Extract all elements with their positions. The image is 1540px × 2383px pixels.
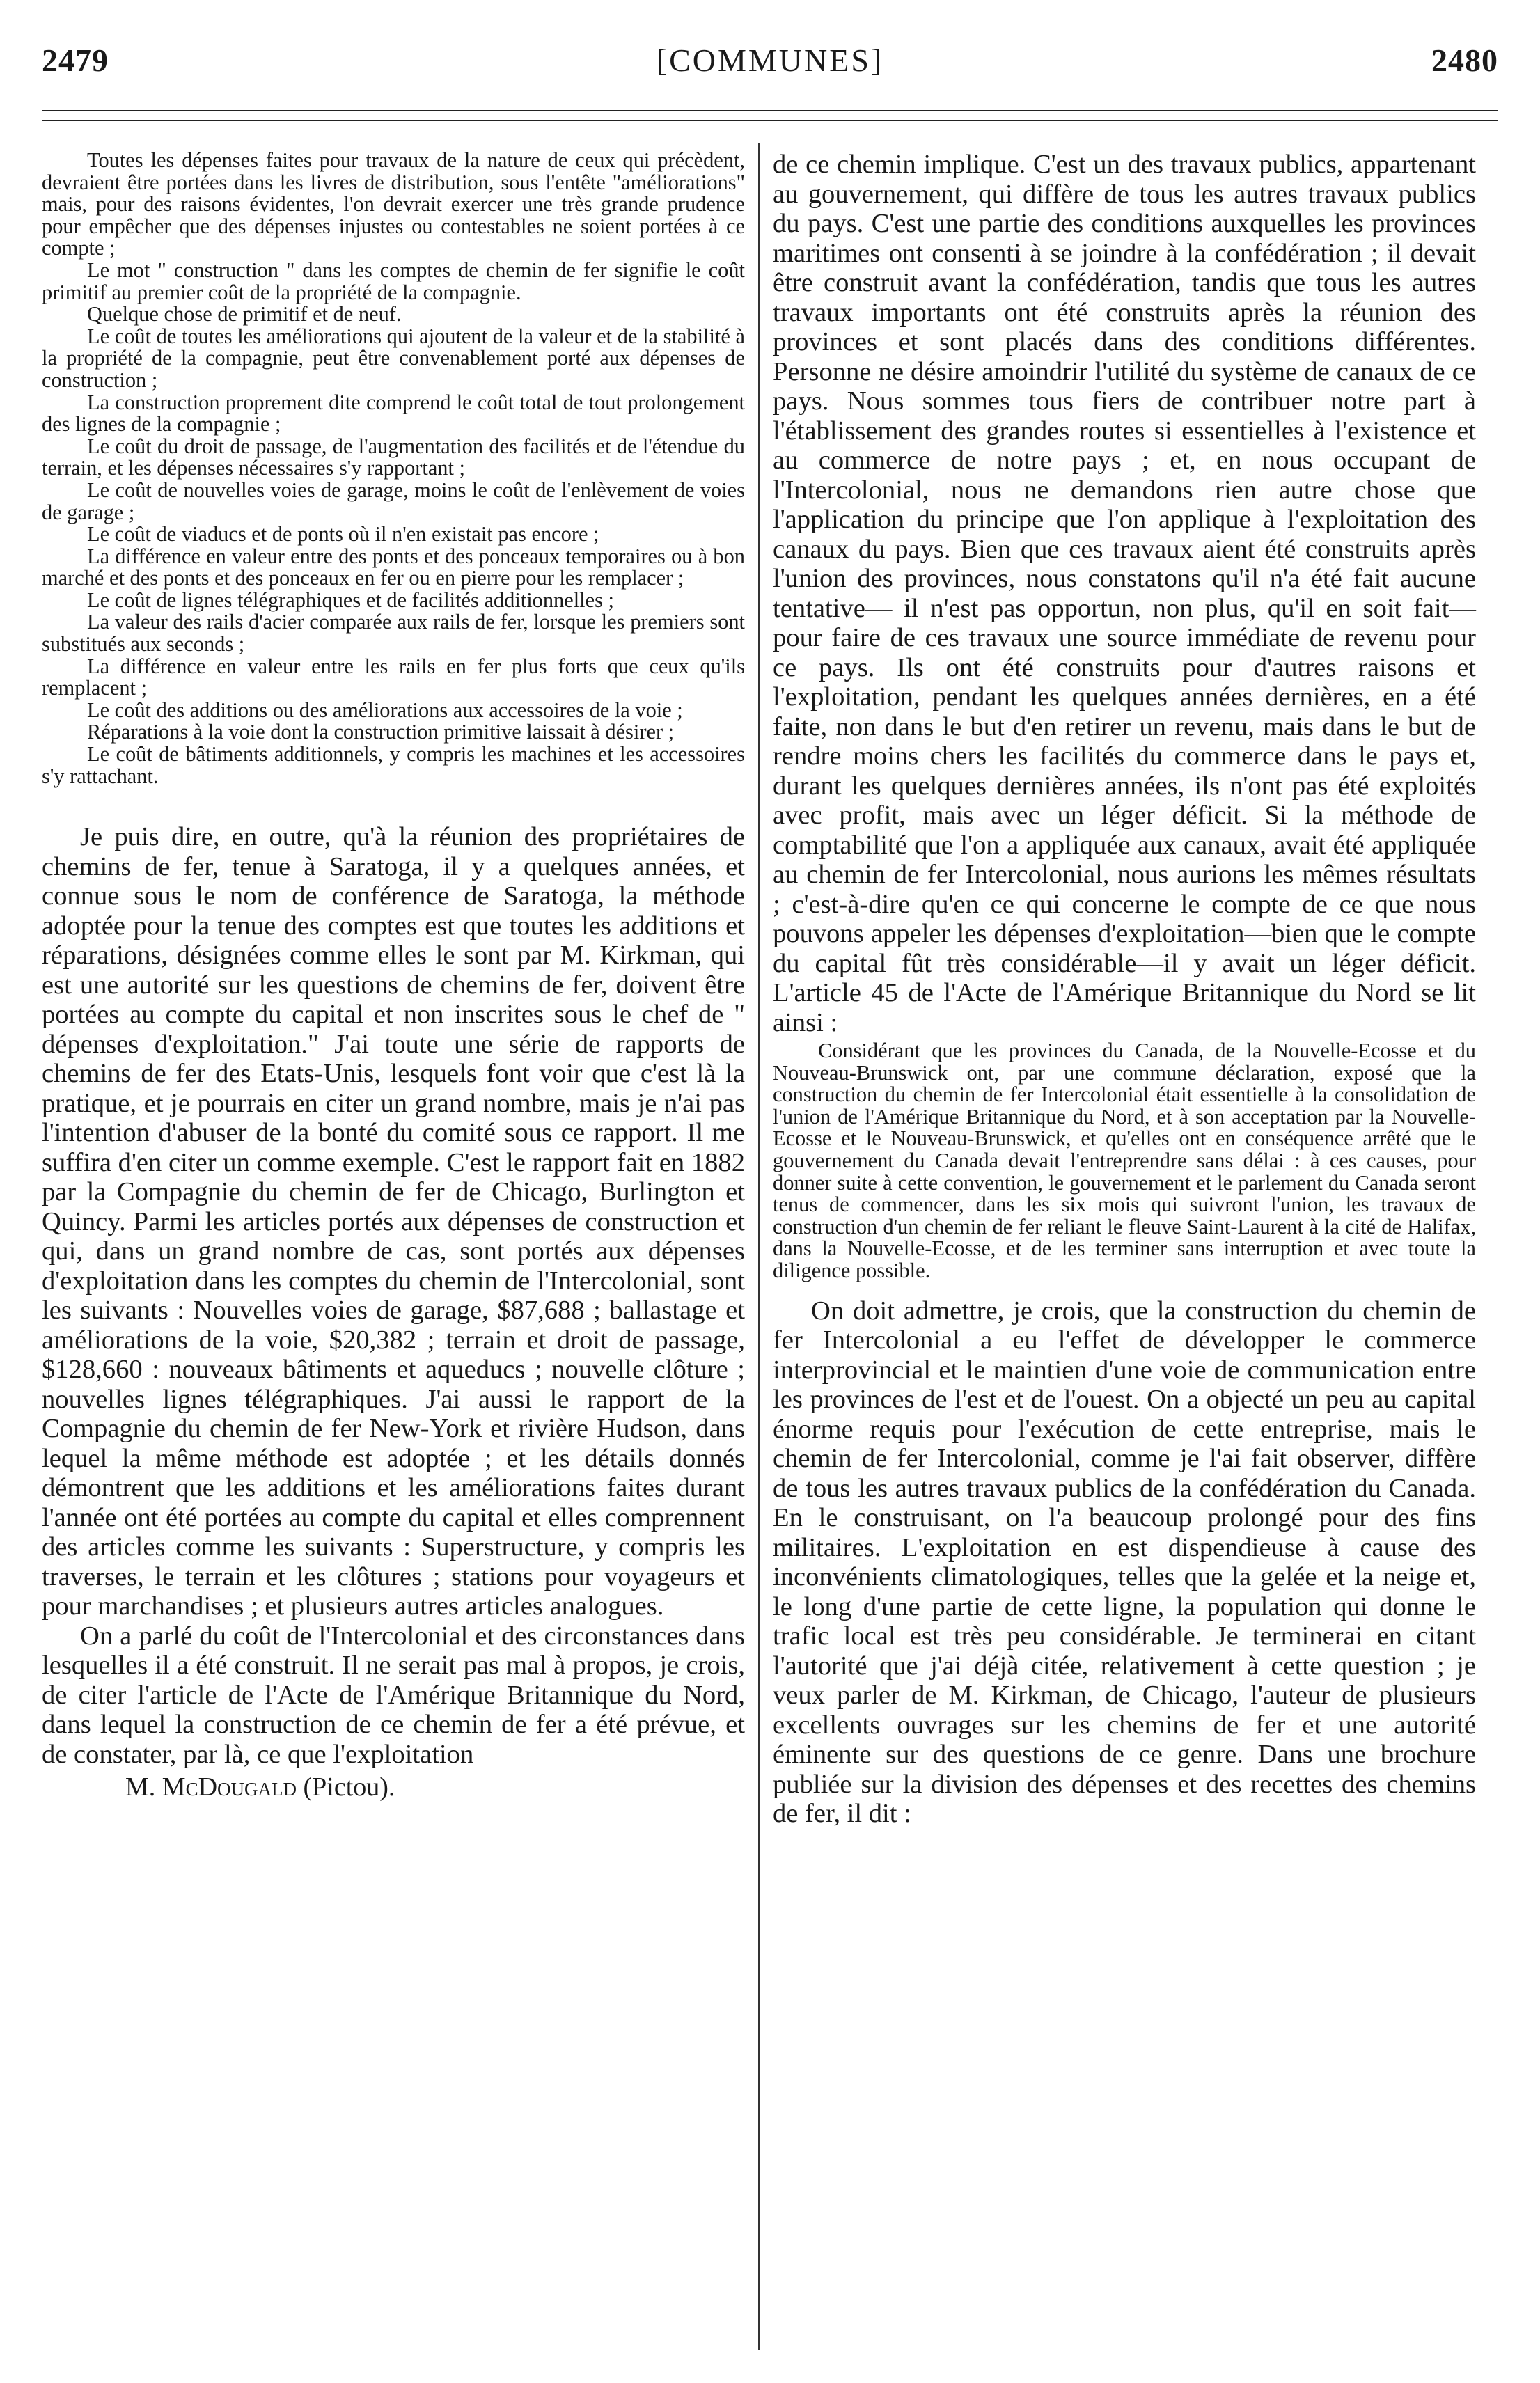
speaker-attribution (42, 1772, 745, 1802)
body-paragraph: Je puis dire, en outre, qu'à la réunion des propriétaires de chemins de fer, tenue à Saratoga, il y a quelques années, et connue sous le nom de conférence de Saratoga, la méthode adoptée pour la tenue des comptes est que toutes les additions et réparations, désignées comme elles le sont par M. Kirkman, qui est une autorité sur les questions de chemins de fer, doivent être portées au compte du capital et non inscrites sous le chef de " dépenses d'exploitation." J'ai toute une série de rapports de chemins de fer des Etats-Unis, lesquels font voir que c'est là la pratique, et je pourrais en citer un grand nombre, mais je n'ai pas l'intention d'abuser de la bonté du comité sous ce rapport. Il me suffira d'en citer un comme exemple. C'est le rapport fait en 1882 par la Compagnie du chemin de fer de Chicago, Burlington et Quincy. Parmi les articles portés aux dépenses de construction et qui, dans un grand nombre de cas, sont portés aux dépenses d'exploitation dans les comptes du chemin de l'Intercolonial, sont les suivants : Nouvelles voies de garage, $87,688 ; ballastage et améliorations de la voie, $20,382 ; terrain et droit de passage, $128,660 : nouveaux bâtiments et aqueducs ; nouvelle clôture ; nouvelles lignes télégraphiques. J'ai aussi le rapport de la Compagnie du chemin de fer New-York et rivière Hudson, dans lequel la même méthode est adoptée ; et les détails donnés démontrent que les additions et les améliorations faites durant l'année ont été portées au compte du capital et elles comprennent des articles comme les suivants : Superstructure, y compris les traverses, le terrain et les clôtures ; stations pour voyageurs et pour marchandises ; et plusieurs autres articles analogues. (42, 822, 745, 1621)
speaker-riding: (Pictou). (303, 1772, 395, 1802)
right-body-top (773, 150, 1476, 1037)
quote-paragraph: Toutes les dépenses faites pour travaux de la nature de ceux qui précèdent, devraient être portées dans les livres de distribution, sous l'entête "améliorations" mais, pour des raisons évidentes, l'on devrait exercer une très grande prudence pour empêcher que des dépenses injustes ou contestables ne soient portées à ce compte ; (42, 148, 745, 260)
left-column (42, 150, 745, 1802)
left-quotation (42, 150, 745, 787)
quote-paragraph: La différence en valeur entre des ponts et des ponceaux temporaires ou à bon marché et des ponts et des ponceaux en fer ou en pierre pour les remplacer ; (42, 544, 745, 590)
running-title: [COMMUNES] (656, 42, 884, 78)
quote-paragraph: La différence en valeur entre les rails en fer plus forts que ceux qu'ils remplacent ; (42, 654, 745, 700)
right-column (773, 150, 1476, 1829)
right-body-bottom (773, 1296, 1476, 1829)
speaker-name: M. McDougald (125, 1772, 297, 1802)
body-paragraph: de ce chemin implique. C'est un des travaux publics, appartenant au gouvernement, qui diffère de tous les autres travaux publics du pays. C'est une partie des conditions auxquelles les provinces maritimes ont consenti à se joindre à la confédération ; il devait être construit avant la confédération, tandis que tous les autres travaux importants ont été construits après la réunion des provinces et sont placés dans des conditions différentes. Personne ne désire amoindrir l'utilité du système de canaux de ce pays. Nous sommes tous fiers de contribuer notre part à l'établissement des grandes routes si essentielles à l'existence et au commerce de notre pays ; et, en nous occupant de l'Intercolonial, nous ne demandons rien autre chose que l'application du principe que l'on applique à l'exploitation des canaux du pays. Bien que ces travaux aient été construits après l'union des provinces, nous constatons qu'il n'a été fait aucune tentative— il n'est pas opportun, non plus, qu'il en soit fait— pour faire de ces travaux une source immédiate de revenu pour ce pays. Ils ont été construits pour d'autres raisons et l'exploitation, pendant les quelques années dernières, en a été faite, non dans le but d'en retirer un revenu, mais dans le but de rendre moins chers les facilités du commerce dans le pays et, durant les quelques dernières années, ils n'ont pas été exploités avec profit, mais avec un léger déficit. Si la méthode de comptabilité que l'on a appliquée aux canaux, avait été appliquée au chemin de fer Intercolonial, nous aurions les mêmes résultats ; c'est-à-dire qu'en ce qui concerne le compte de ce que nous pouvons appeler les dépenses d'exploitation—bien que le compte du capital fût très considérable—il y avait un léger déficit. L'article 45 de l'Acte de l'Amérique Britannique du Nord se lit ainsi : (773, 150, 1476, 1037)
header-rule-top (42, 110, 1498, 111)
quote-paragraph: La valeur des rails d'acier comparée aux rails de fer, lorsque les premiers sont substitués aux seconds ; (42, 610, 745, 656)
column-divider (758, 143, 760, 2350)
quote-paragraph: Le coût de viaducs et de ponts où il n'en existait pas encore ; (87, 522, 599, 546)
quote-paragraph: Le coût des additions ou des améliorations aux accessoires de la voie ; (87, 698, 683, 722)
quote-paragraph: Considérant que les provinces du Canada, de la Nouvelle-Ecosse et du Nouveau-Brunswick ont, par une commune déclaration, exposé que la construction du chemin de fer Intercolonial était essentielle à la consolidation de l'union de l'Amérique Britannique du Nord, et à son acceptation par la Nouvelle-Ecosse et le Nouveau-Brunswick, et qu'elles ont en conséquence arrêté que le gouvernement du Canada devait l'entreprendre sans délai : à ces causes, pour donner suite à cette convention, le gouvernement et le parlement du Canada seront tenus de commencer, dans les six mois qui suivront l'union, les travaux de construction d'un chemin de fer reliant le fleuve Saint-Laurent à la cité de Halifax, dans la Nouvelle-Ecosse, et de les terminer sans interruption et avec toute la diligence possible. (773, 1039, 1476, 1282)
body-paragraph: On a parlé du coût de l'Intercolonial et des circonstances dans lesquelles il a été construit. Il ne serait pas mal à propos, je crois, de citer l'article de l'Acte de l'Amérique Britannique du Nord, dans lequel la construction de ce chemin de fer a été prévue, et de constater, par là, ce que l'exploitation (42, 1621, 745, 1769)
page-number-right: 2480 (1431, 42, 1498, 78)
quote-paragraph: Le mot " construction " dans les comptes de chemin de fer signifie le coût primitif au premier coût de la propriété de la compagnie. (42, 258, 745, 304)
page-header (42, 42, 1498, 84)
quote-paragraph: La construction proprement dite comprend le coût total de tout prolongement des lignes de la compagnie ; (42, 390, 745, 437)
left-body (42, 822, 745, 1769)
quote-paragraph: Le coût de nouvelles voies de garage, moins le coût de l'enlèvement de voies de garage ; (42, 478, 745, 524)
body-paragraph: On doit admettre, je crois, que la construction du chemin de fer Intercolonial a eu l'effet de développer le commerce interprovincial et le maintien d'une voie de communication entre les provinces de l'est et de l'ouest. On a objecté un peu au capital énorme requis pour l'exécution de cette entreprise, mais le chemin de fer Intercolonial, comme je l'ai fait observer, diffère de tous les autres travaux publics de la confédération du Canada. En le construisant, on l'a beaucoup prolongé pour des fins militaires. L'exploitation en est dispendieuse à cause des inconvénients climatologiques, telles que la gelée et la neige et, le long d'une partie de cette ligne, la population qui donne le trafic local est très peu considérable. Je terminerai en citant l'autorité que j'ai déjà citée, relativement à cette question ; je veux parler de M. Kirkman, de Chicago, l'auteur de plusieurs excellents ouvrages sur les chemins de fer et une autorité éminente sur des questions de ce genre. Dans une brochure publiée sur la division des dépenses et des recettes des chemins de fer, il dit : (773, 1296, 1476, 1829)
header-rule-bottom (42, 120, 1498, 121)
quote-paragraph: Le coût de toutes les améliorations qui ajoutent de la valeur et de la stabilité à la propriété de la compagnie, peut être convenablement porté aux dépenses de construction ; (42, 324, 745, 392)
quote-paragraph: Réparations à la voie dont la construction primitive laissait à désirer ; (87, 720, 675, 744)
quote-paragraph: Le coût du droit de passage, de l'augmentation des facilités et de l'étendue du terrain, et les dépenses nécessaires s'y rapportant ; (42, 434, 745, 480)
quote-paragraph: Le coût de lignes télégraphiques et de facilités additionnelles ; (87, 588, 614, 612)
quote-paragraph: Quelque chose de primitif et de neuf. (87, 302, 402, 327)
right-quotation (773, 1040, 1476, 1282)
page-number-left: 2479 (42, 42, 109, 78)
quote-paragraph: Le coût de bâtiments additionnels, y compris les machines et les accessoires s'y rattachant. (42, 742, 745, 788)
